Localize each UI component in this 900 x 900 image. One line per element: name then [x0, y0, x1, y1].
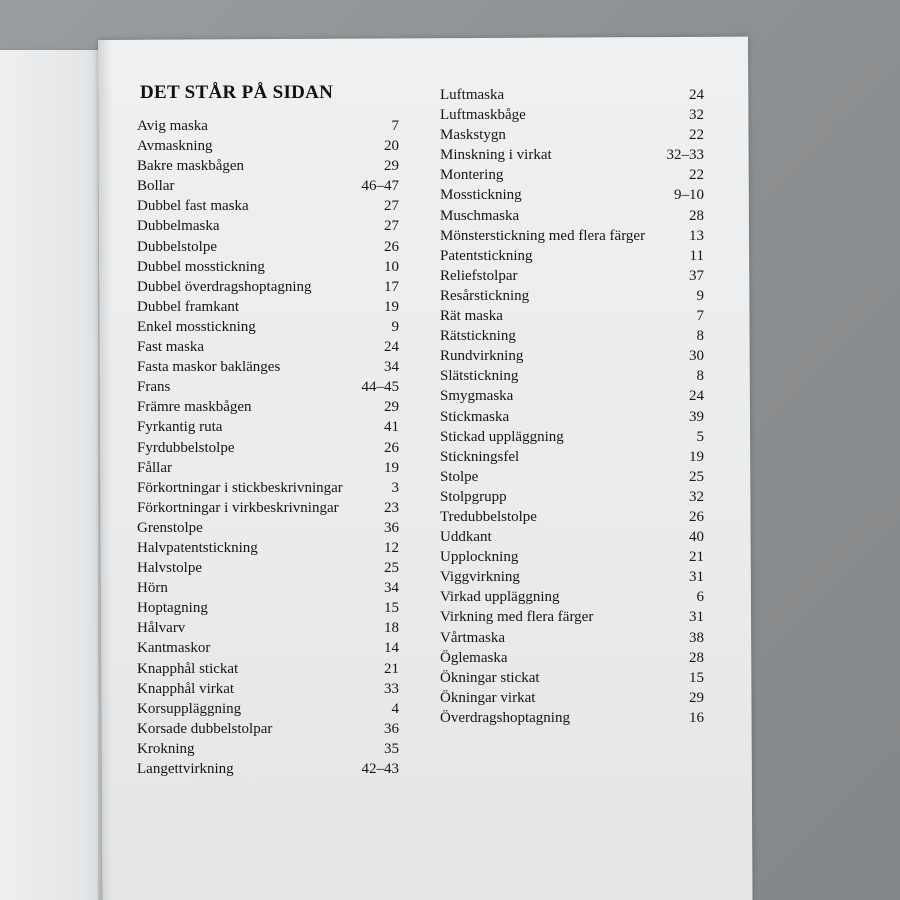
- index-entry: [137, 377, 399, 397]
- index-term: Stickmaska: [440, 408, 510, 425]
- index-entry: [440, 507, 704, 527]
- index-page-number: 35: [384, 740, 399, 757]
- index-term: Fyrkantig ruta: [137, 419, 223, 436]
- index-entry: [440, 206, 704, 226]
- index-entry: [440, 547, 704, 567]
- index-entry: [137, 357, 399, 377]
- index-term: Fyrdubbelstolpe: [137, 439, 235, 456]
- index-page-number: 9: [391, 318, 399, 335]
- index-term: Förkortningar i virkbeskrivningar: [137, 499, 339, 516]
- index-entry: [440, 185, 704, 205]
- index-entry: [137, 478, 399, 498]
- index-page-number: 21: [689, 549, 704, 566]
- index-entry: [137, 156, 399, 176]
- index-term: Rundvirkning: [440, 348, 524, 365]
- index-term: Virkad uppläggning: [440, 589, 560, 606]
- index-term: Korsuppläggning: [137, 700, 242, 717]
- index-entry: [440, 346, 704, 366]
- index-entry: [440, 527, 704, 547]
- index-page-number: 24: [689, 87, 704, 103]
- index-entry: [137, 196, 399, 216]
- index-page-number: 46–47: [361, 178, 399, 195]
- index-entry: [440, 165, 704, 185]
- index-term: Fasta maskor baklänges: [137, 359, 281, 376]
- index-term: Minskning i virkat: [440, 147, 552, 164]
- index-page-number: 28: [689, 207, 704, 224]
- index-page-number: 16: [689, 709, 704, 726]
- index-term: Främre maskbågen: [137, 399, 252, 416]
- index-page-number: 24: [689, 388, 704, 405]
- page-fold-shadow: [98, 40, 112, 900]
- index-page-number: 31: [689, 609, 704, 626]
- index-page-number: 19: [384, 459, 399, 476]
- index-term: Fast maska: [137, 339, 205, 356]
- index-page-number: 9: [696, 287, 704, 304]
- index-page-number: 14: [384, 640, 399, 657]
- index-entry: [440, 648, 704, 668]
- index-page-number: 7: [391, 118, 399, 134]
- index-term: Stolpgrupp: [440, 488, 507, 505]
- index-entry: [440, 708, 704, 728]
- index-entry: [440, 427, 704, 447]
- index-page-number: 30: [689, 348, 704, 365]
- index-entry: [440, 688, 704, 708]
- index-page-number: 29: [384, 399, 399, 416]
- index-entry: [440, 246, 704, 266]
- index-page-number: 28: [689, 649, 704, 666]
- index-page-number: 32: [689, 107, 704, 124]
- index-term: Maskstygn: [440, 127, 506, 144]
- index-page-number: 6: [696, 589, 704, 606]
- index-entry: [440, 326, 704, 346]
- index-term: Krokning: [137, 740, 195, 757]
- index-heading: DET STÅR PÅ SIDAN: [140, 82, 334, 103]
- index-term: Luftmaskbåge: [440, 107, 526, 124]
- index-entry: [440, 487, 704, 507]
- index-entry: [137, 659, 399, 679]
- index-page-number: 32–33: [666, 147, 704, 164]
- index-entry: [137, 679, 399, 699]
- index-entry: [137, 216, 399, 236]
- index-entry: [137, 578, 399, 598]
- index-entry: [440, 266, 704, 286]
- index-page-number: 32: [689, 488, 704, 505]
- index-page-number: 7: [696, 308, 704, 325]
- index-page-number: 34: [384, 580, 399, 597]
- facing-page-edge: [0, 50, 108, 900]
- index-page-number: 12: [384, 539, 399, 556]
- index-page-number: 34: [384, 359, 399, 376]
- index-page-number: 24: [384, 339, 399, 356]
- index-entry: [137, 598, 399, 618]
- index-page-number: 41: [384, 419, 399, 436]
- index-entry: [440, 125, 704, 145]
- index-term: Vårtmaska: [440, 629, 505, 646]
- index-term: Upplockning: [440, 549, 519, 566]
- index-term: Hålvarv: [137, 620, 186, 637]
- index-entry: [137, 277, 399, 297]
- index-page-number: 23: [384, 499, 399, 516]
- index-entry: [137, 116, 399, 136]
- index-term: Ökningar stickat: [440, 669, 540, 686]
- index-entry: [137, 438, 399, 458]
- index-entry: [137, 337, 399, 357]
- index-entry: [440, 145, 704, 165]
- index-entry: [137, 739, 399, 759]
- index-term: Dubbel framkant: [137, 298, 240, 315]
- index-entry: [137, 518, 399, 538]
- index-page-number: 22: [689, 127, 704, 144]
- index-term: Halvstolpe: [137, 560, 202, 577]
- index-term: Bollar: [137, 178, 175, 195]
- index-entry: [137, 458, 399, 478]
- index-page-number: 31: [689, 569, 704, 586]
- index-entry: [137, 759, 399, 779]
- index-term: Dubbelmaska: [137, 218, 220, 235]
- index-page-number: 27: [384, 198, 399, 215]
- index-entry: [137, 257, 399, 277]
- index-page-number: 26: [689, 508, 704, 525]
- index-page-number: 8: [696, 368, 704, 385]
- index-entry: [440, 386, 704, 406]
- index-page-number: 19: [689, 448, 704, 465]
- index-term: Förkortningar i stickbeskrivningar: [137, 479, 343, 496]
- index-term: Dubbel mosstickning: [137, 258, 265, 275]
- index-page-number: 29: [689, 689, 704, 706]
- index-entry: [137, 237, 399, 257]
- index-term: Slätstickning: [440, 368, 519, 385]
- index-term: Frans: [137, 379, 171, 396]
- index-term: Kantmaskor: [137, 640, 211, 657]
- index-page-number: 25: [384, 560, 399, 577]
- index-entry: [440, 447, 704, 467]
- index-page-number: 11: [689, 247, 704, 264]
- index-entry: [440, 286, 704, 306]
- index-entry: [137, 176, 399, 196]
- index-term: Stickningsfel: [440, 448, 520, 465]
- index-entry: [137, 317, 399, 337]
- index-term: Dubbel överdragshoptagning: [137, 278, 312, 295]
- index-page-number: 3: [391, 479, 399, 496]
- index-page-number: 17: [384, 278, 399, 295]
- index-term: Muschmaska: [440, 207, 520, 224]
- index-entry: [440, 226, 704, 246]
- index-term: Avig maska: [137, 118, 208, 134]
- index-term: Knapphål virkat: [137, 680, 235, 697]
- index-page-number: 36: [384, 720, 399, 737]
- index-page-number: 22: [689, 167, 704, 184]
- index-term: Ökningar virkat: [440, 689, 536, 706]
- index-page-number: 10: [384, 258, 399, 275]
- index-page-number: 33: [384, 680, 399, 697]
- index-page-number: 9–10: [674, 187, 704, 204]
- index-column-left: [137, 116, 399, 779]
- index-page-number: 5: [696, 428, 704, 445]
- index-term: Grenstolpe: [137, 519, 203, 536]
- index-page-number: 39: [689, 408, 704, 425]
- index-term: Knapphål stickat: [137, 660, 239, 677]
- index-page-number: 44–45: [361, 379, 399, 396]
- index-page-number: 8: [696, 328, 704, 345]
- index-term: Uddkant: [440, 529, 492, 546]
- index-term: Mönsterstickning med flera färger: [440, 227, 646, 244]
- index-page-number: 40: [689, 529, 704, 546]
- index-entry: [137, 397, 399, 417]
- index-term: Tredubbelstolpe: [440, 508, 537, 525]
- index-entry: [137, 417, 399, 437]
- index-page-number: 19: [384, 298, 399, 315]
- index-page-number: 27: [384, 218, 399, 235]
- index-term: Virkning med flera färger: [440, 609, 594, 626]
- index-page-number: 15: [384, 600, 399, 617]
- index-entry: [440, 628, 704, 648]
- index-term: Hoptagning: [137, 600, 208, 617]
- index-entry: [440, 668, 704, 688]
- index-entry: [137, 638, 399, 658]
- index-entry: [137, 538, 399, 558]
- index-entry: [137, 719, 399, 739]
- index-term: Resårstickning: [440, 287, 530, 304]
- index-page-number: 26: [384, 439, 399, 456]
- index-term: Dubbel fast maska: [137, 198, 249, 215]
- index-entry: [440, 366, 704, 386]
- index-page-number: 13: [689, 227, 704, 244]
- index-term: Överdragshoptagning: [440, 709, 570, 726]
- index-entry: [440, 407, 704, 427]
- index-term: Stickad uppläggning: [440, 428, 564, 445]
- index-term: Luftmaska: [440, 87, 505, 103]
- index-page-number: 18: [384, 620, 399, 637]
- index-page-number: 29: [384, 158, 399, 175]
- index-term: Rät maska: [440, 308, 503, 325]
- index-entry: [137, 558, 399, 578]
- index-entry: [440, 306, 704, 326]
- index-entry: [440, 587, 704, 607]
- index-term: Korsade dubbelstolpar: [137, 720, 273, 737]
- index-entry: [137, 618, 399, 638]
- index-entry: [440, 567, 704, 587]
- index-term: Avmaskning: [137, 138, 213, 155]
- index-term: Montering: [440, 167, 504, 184]
- index-term: Hörn: [137, 580, 168, 597]
- index-entry: [137, 297, 399, 317]
- index-term: Halvpatentstickning: [137, 539, 258, 556]
- index-term: Enkel mosstickning: [137, 318, 256, 335]
- index-page-number: 25: [689, 468, 704, 485]
- index-page-number: 4: [391, 700, 399, 717]
- index-term: Dubbelstolpe: [137, 238, 217, 255]
- index-page-number: 21: [384, 660, 399, 677]
- index-term: Rätstickning: [440, 328, 516, 345]
- index-term: Reliefstolpar: [440, 267, 518, 284]
- index-entry: [137, 699, 399, 719]
- index-entry: [440, 85, 704, 105]
- index-term: Fållar: [137, 459, 172, 476]
- index-page-number: 38: [689, 629, 704, 646]
- index-column-right: [440, 85, 704, 728]
- index-page-number: 36: [384, 519, 399, 536]
- index-entry: [440, 105, 704, 125]
- index-page-number: 15: [689, 669, 704, 686]
- index-term: Viggvirkning: [440, 569, 520, 586]
- index-term: Langettvirkning: [137, 761, 234, 777]
- index-page-number: 26: [384, 238, 399, 255]
- index-term: Bakre maskbågen: [137, 158, 245, 175]
- index-term: Stolpe: [440, 468, 479, 485]
- index-entry: [137, 498, 399, 518]
- index-page-number: 37: [689, 267, 704, 284]
- index-term: Patentstickning: [440, 247, 533, 264]
- index-entry: [440, 467, 704, 487]
- index-term: Öglemaska: [440, 649, 508, 666]
- index-entry: [440, 607, 704, 627]
- index-page-number: 42–43: [361, 761, 399, 777]
- index-term: Mosstickning: [440, 187, 522, 204]
- index-entry: [137, 136, 399, 156]
- index-term: Smygmaska: [440, 388, 514, 405]
- index-page-number: 20: [384, 138, 399, 155]
